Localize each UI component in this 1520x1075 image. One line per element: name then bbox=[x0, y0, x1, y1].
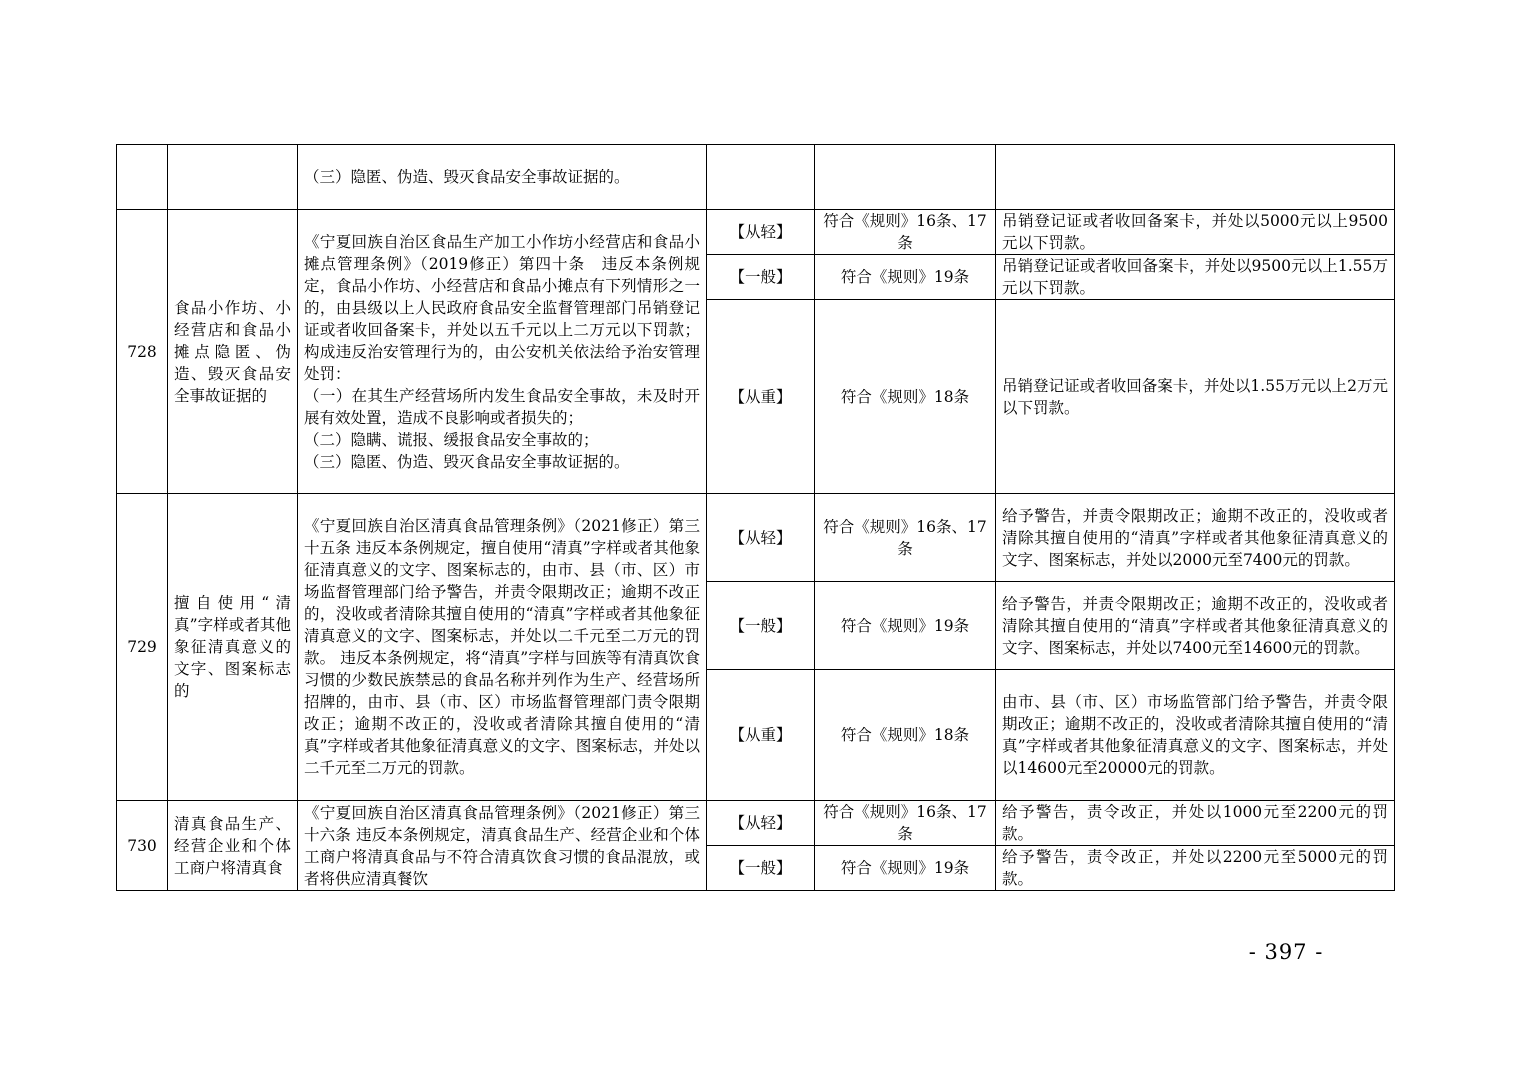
penalty-standard-cell: 给予警告，责令改正，并处以1000元至2200元的罚款。 bbox=[996, 801, 1395, 846]
legal-basis-text: （一）在其生产经营场所内发生食品安全事故，未及时开展有效处置，造成不良影响或者损失的； bbox=[304, 386, 700, 427]
applicable-condition-cell: 符合《规则》19条 bbox=[815, 582, 996, 670]
entry-number-cell bbox=[117, 145, 168, 210]
penalty-standard-cell: 给予警告，并责令限期改正；逾期不改正的，没收或者清除其擅自使用的“清真”字样或者其他象征清真意义的文字、图案标志，并处以7400元至14600元的罚款。 bbox=[996, 582, 1395, 670]
penalty-standard-cell bbox=[996, 145, 1395, 210]
penalty-standard-cell: 吊销登记证或者收回备案卡，并处以9500元以上1.55万元以下罚款。 bbox=[996, 255, 1395, 300]
applicable-condition-cell: 符合《规则》19条 bbox=[815, 846, 996, 891]
table-row bbox=[117, 494, 1395, 582]
legal-basis-text: （三）隐匿、伪造、毁灭食品安全事故证据的。 bbox=[304, 168, 630, 186]
legal-basis-cell bbox=[298, 145, 707, 210]
violation-item-cell: 清真食品生产、经营企业和个体工商户将清真食 bbox=[168, 801, 298, 891]
legal-basis-cell bbox=[298, 494, 707, 801]
legal-basis-cell bbox=[298, 801, 707, 891]
page-number: - 397 - bbox=[1248, 940, 1324, 964]
applicable-condition-cell: 符合《规则》16条、17条 bbox=[815, 801, 996, 846]
table-row bbox=[117, 801, 1395, 846]
penalty-standard-cell: 给予警告，责令改正，并处以2200元至5000元的罚款。 bbox=[996, 846, 1395, 891]
applicable-condition-cell bbox=[815, 145, 996, 210]
table-row bbox=[117, 145, 1395, 210]
discretion-level-cell: 【从轻】 bbox=[707, 801, 815, 846]
discretion-level-cell: 【从重】 bbox=[707, 670, 815, 801]
legal-basis-cell bbox=[298, 210, 707, 494]
applicable-condition-cell: 符合《规则》16条、17条 bbox=[815, 494, 996, 582]
entry-number-cell: 730 bbox=[117, 801, 168, 891]
discretion-level-cell: 【从轻】 bbox=[707, 494, 815, 582]
discretion-level-cell: 【一般】 bbox=[707, 255, 815, 300]
discretion-level-cell bbox=[707, 145, 815, 210]
penalty-discretion-table bbox=[116, 144, 1395, 891]
penalty-standard-cell: 吊销登记证或者收回备案卡，并处以5000元以上9500元以下罚款。 bbox=[996, 210, 1395, 255]
legal-basis-text: 《宁夏回族自治区清真食品管理条例》（2021修正）第三十六条 违反本条例规定，清真食品生产、经营企业和个体工商户将清真食品与不符合清真饮食习惯的食品混放，或者将供应清真餐饮 bbox=[304, 803, 700, 888]
applicable-condition-cell: 符合《规则》19条 bbox=[815, 255, 996, 300]
discretion-level-cell: 【一般】 bbox=[707, 846, 815, 891]
penalty-standard-cell: 由市、县（市、区）市场监管部门给予警告，并责令限期改正；逾期不改正的，没收或者清除其擅自使用的“清真”字样或者其他象征清真意义的文字、图案标志，并处以14600元至20000元的罚款。 bbox=[996, 670, 1395, 801]
legal-basis-text: （三）隐匿、伪造、毁灭食品安全事故证据的。 bbox=[304, 452, 630, 471]
violation-item-cell: 擅自使用“清真”字样或者其他象征清真意义的文字、图案标志的 bbox=[168, 494, 298, 801]
discretion-level-cell: 【一般】 bbox=[707, 582, 815, 670]
discretion-level-cell: 【从重】 bbox=[707, 300, 815, 494]
legal-basis-text: 《宁夏回族自治区清真食品管理条例》（2021修正）第三十五条 违反本条例规定，擅自使用“清真”字样或者其他象征清真意义的文字、图案标志的，由市、县（市、区）市场监督管理部门给予警告，并责令限期改正；逾期不改正的，没收或者清除其擅自使用的“清真”字样或者其他象征清真意义的文字、图案标志，并处以二千元至二万元的罚款。 违反本条例规定，将“清真”字样与回族等有清真饮食习惯的少数民族禁忌的食品名称并列作为生产、经营场所招牌的，由市、县（市、区）市场监督管理部门责令限期改正；逾期不改正的，没收或者清除其擅自使用的“清真”字样或者其他象征清真意义的文字、图案标志，并处以二千元至二万元的罚款。 bbox=[304, 517, 700, 777]
violation-item-cell: 食品小作坊、小经营店和食品小摊点隐匿、伪造、毁灭食品安全事故证据的 bbox=[168, 210, 298, 494]
legal-basis-text: （二）隐瞒、谎报、缓报食品安全事故的； bbox=[304, 430, 599, 449]
applicable-condition-cell: 符合《规则》18条 bbox=[815, 300, 996, 494]
legal-basis-text: 《宁夏回族自治区食品生产加工小作坊小经营店和食品小摊点管理条例》（2019修正）第四十条 违反本条例规定，食品小作坊、小经营店和食品小摊点有下列情形之一的，由县级以上人民政府食品安全监督管理部门吊销登记证或者收回备案卡，并处以五千元以上二万元以下罚款；构成违反治安管理行为的，由公安机关依法给予治安管理处罚： bbox=[304, 232, 700, 383]
table-row bbox=[117, 210, 1395, 255]
penalty-standard-cell: 给予警告，并责令限期改正；逾期不改正的，没收或者清除其擅自使用的“清真”字样或者其他象征清真意义的文字、图案标志，并处以2000元至7400元的罚款。 bbox=[996, 494, 1395, 582]
entry-number-cell: 729 bbox=[117, 494, 168, 801]
applicable-condition-cell: 符合《规则》16条、17条 bbox=[815, 210, 996, 255]
entry-number-cell: 728 bbox=[117, 210, 168, 494]
applicable-condition-cell: 符合《规则》18条 bbox=[815, 670, 996, 801]
violation-item-cell bbox=[168, 145, 298, 210]
penalty-standard-cell: 吊销登记证或者收回备案卡，并处以1.55万元以上2万元以下罚款。 bbox=[996, 300, 1395, 494]
discretion-level-cell: 【从轻】 bbox=[707, 210, 815, 255]
